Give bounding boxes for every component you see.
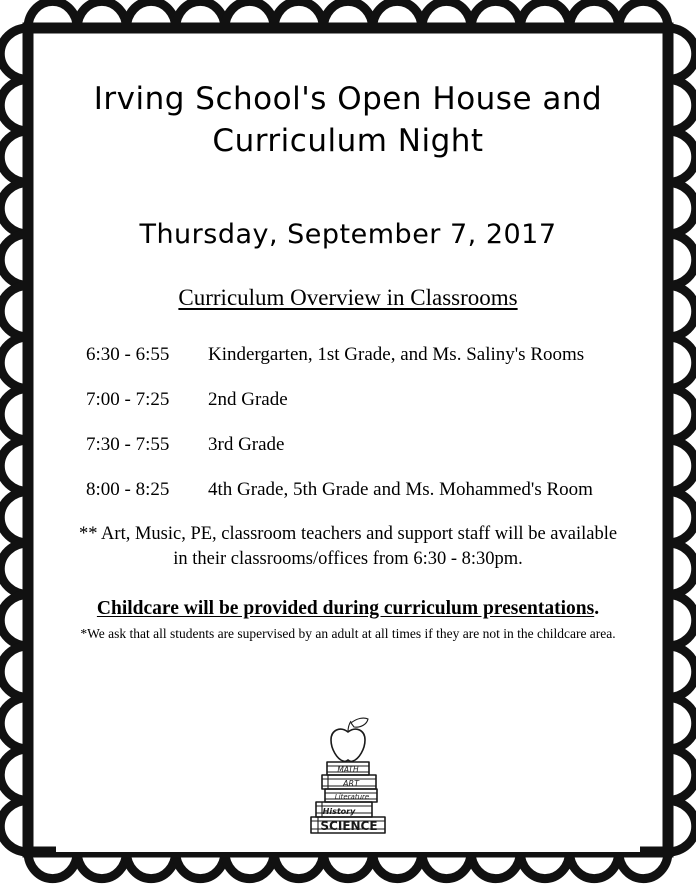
apple-icon bbox=[331, 718, 368, 761]
schedule-list bbox=[70, 342, 626, 502]
schedule-description: 4th Grade, 5th Grade and Ms. Mohammed's Room bbox=[208, 479, 593, 500]
book-literature bbox=[325, 789, 377, 802]
flyer-content bbox=[56, 56, 640, 852]
staff-availability-note: ** Art, Music, PE, classroom teachers and support staff will be available in their classrooms/offices from 6:30 - 8:30pm. bbox=[78, 524, 618, 569]
schedule-row bbox=[86, 477, 626, 502]
schedule-time: 6:30 - 6:55 bbox=[86, 344, 170, 365]
book-art bbox=[322, 775, 376, 789]
childcare-notice bbox=[70, 596, 626, 643]
event-date: Thursday, September 7, 2017 bbox=[139, 219, 557, 250]
apple-on-books-graphic bbox=[289, 710, 407, 838]
schedule-row bbox=[86, 432, 626, 457]
schedule-description: 2nd Grade bbox=[208, 389, 288, 410]
book-label-history: History bbox=[322, 807, 356, 816]
apple-on-books-icon bbox=[289, 710, 407, 838]
book-science bbox=[311, 817, 385, 833]
childcare-headline-period: . bbox=[594, 598, 600, 619]
book-label-math: MATH bbox=[337, 765, 359, 774]
book-label-literature: Literature bbox=[334, 793, 370, 801]
schedule-row bbox=[86, 387, 626, 412]
book-label-art: ART bbox=[343, 779, 359, 788]
schedule-time: 7:30 - 7:55 bbox=[86, 434, 170, 455]
section-heading: Curriculum Overview in Classrooms bbox=[178, 285, 518, 310]
schedule-description: Kindergarten, 1st Grade, and Ms. Saliny's Rooms bbox=[208, 344, 585, 365]
childcare-headline-text: Childcare will be provided during curriculum presentations bbox=[96, 598, 595, 619]
book-label-science: SCIENCE bbox=[320, 819, 378, 833]
childcare-headline bbox=[70, 596, 626, 622]
book-math bbox=[327, 762, 369, 775]
book-history bbox=[316, 802, 372, 817]
childcare-footnote: *We ask that all students are supervised by an adult at all times if they are not in the childcare area. bbox=[80, 626, 616, 641]
schedule-time: 7:00 - 7:25 bbox=[86, 389, 170, 410]
schedule-time: 8:00 - 8:25 bbox=[86, 479, 170, 500]
page-title bbox=[70, 78, 626, 162]
title-line-1: Irving School's Open House and bbox=[93, 81, 603, 117]
schedule-row bbox=[86, 342, 626, 367]
schedule-description: 3rd Grade bbox=[208, 434, 285, 455]
title-line-2: Curriculum Night bbox=[212, 123, 484, 159]
